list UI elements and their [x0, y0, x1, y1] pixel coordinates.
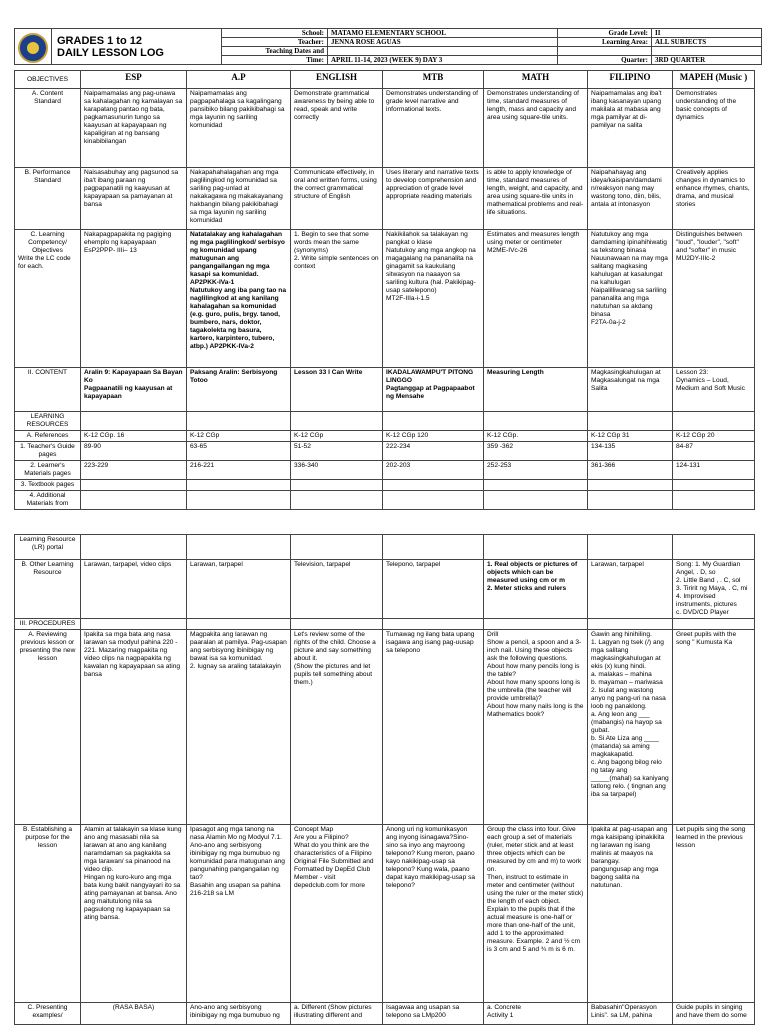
cell-filipino: Larawan, tarpapel	[588, 560, 673, 619]
cell-math: 252-253	[484, 461, 588, 480]
cell-math: 1. Real objects or pictures of objects which can be measured using cm or m 2. Meter sticks and rulers	[484, 560, 588, 619]
cell-mapeh-music	[673, 491, 755, 510]
cell-filipino: Naipahahayag ang ideya/kaisipan/damdami n/reaksyon nang may wastong tono, diin, bilis, antala at intonasyon	[588, 168, 673, 230]
row-label: B. Performance Standard	[15, 168, 81, 230]
row-label: 2. Learner's Materials pages	[15, 461, 81, 480]
subject-mapeh: MAPEH (Music )	[673, 71, 755, 89]
cell-mtb: Anong uri ng komunikasyon ang inyong isinagawa?Sino-sino sa inyo ang mayroong telepono? Kung meron, paano kayo nakikipag-usap sa telepono? Kung wala, paano dapat kayo makikipag-usap sa telepono?	[383, 825, 484, 1003]
cell-mtb: Isagawaa ang usapan sa telepono sa LMp200	[383, 1003, 484, 1025]
cell-math	[484, 491, 588, 510]
subject-math: MATH	[484, 71, 588, 89]
cell-math: is able to apply knowledge of time, standard measures of length, weight, and capacity, and area using square-tile units in mathematical problems and real-life situations.	[484, 168, 588, 230]
row-b-performance-standard	[15, 168, 755, 230]
cell-mtb	[383, 412, 484, 431]
cell-filipino: Babasahin"Operasyon Linis". sa LM, pahina	[588, 1003, 673, 1025]
row-label: B. Other Learning Resource	[15, 560, 81, 619]
cell-a-p: Ano-ano ang serbisyong ibinibigay ng mga bumubuo ng	[187, 1003, 291, 1025]
cell-filipino	[588, 535, 673, 560]
cell-esp	[81, 619, 187, 630]
row-4-additional-materials-from	[15, 491, 755, 510]
teacher-label: Teacher:	[222, 38, 328, 47]
row-1-teacher-s-guide-pages	[15, 442, 755, 461]
cell-english: 336-340	[291, 461, 383, 480]
header-table	[14, 28, 762, 65]
cell-mtb: K-12 CGp 120	[383, 431, 484, 442]
lesson-log-table-1	[14, 70, 755, 510]
cell-esp	[81, 412, 187, 431]
cell-mapeh-music: K-12 CGp 20	[673, 431, 755, 442]
row-learning-resource-lr-portal	[15, 535, 755, 560]
cell-mtb: Tumawag ng ilang bata upang isagawa ang isang pag-uusap sa telepono	[383, 630, 484, 825]
cell-mapeh-music	[673, 535, 755, 560]
row-label: C. Learning Competency/ Objectives Write the LC code for each.	[15, 230, 81, 368]
quarter-value: 3RD QUARTER	[652, 56, 762, 65]
cell-mapeh-music: Guide pupils in singing and have them do some	[673, 1003, 755, 1025]
cell-esp: K-12 CGp. 16	[81, 431, 187, 442]
lesson-log-table-2	[14, 534, 755, 1025]
cell-english	[291, 491, 383, 510]
row-label: A. References	[15, 431, 81, 442]
cell-mapeh-music: Let pupils sing the song learned in the previous lesson	[673, 825, 755, 1003]
row-iii-procedures	[15, 619, 755, 630]
cell-a-p: Larawan, tarpapel	[187, 560, 291, 619]
cell-mapeh-music: Creatively applies changes in dynamics to enhance rhymes, chants, drama, and musical stories	[673, 168, 755, 230]
row-label: A. Content Standard	[15, 89, 81, 168]
cell-mapeh-music: 124-131	[673, 461, 755, 480]
cell-mtb: 222-234	[383, 442, 484, 461]
row-ii-content	[15, 368, 755, 412]
cell-math: K-12 CGp.	[484, 431, 588, 442]
cell-mtb	[383, 619, 484, 630]
cell-english: Concept Map Are you a Filipino? What do you think are the characteristics of a Filipino Original File Submitted and Formatted by DepEd Club Member - visit depedclub.com for more	[291, 825, 383, 1003]
dates-value: APRIL 11-14, 2023 (WEEK 9) DAY 3	[328, 56, 558, 65]
cell-mapeh-music	[673, 619, 755, 630]
subject-esp: ESP	[81, 71, 187, 89]
cell-a-p: K-12 CGp	[187, 431, 291, 442]
dates-label-1: Teaching Dates and	[222, 47, 328, 56]
cell-esp: Aralin 9: Kapayapaan Sa Bayan Ko Pagpaanatili ng kaayusan at kapayapaan	[81, 368, 187, 412]
cell-math: Drill Show a pencil, a spoon and a 3-inch nail. Using these objects ask the following questions. About how many pencils long is the table? About how many spoons long is the umbrella (the teacher will provide umbrella)? About how many nails long is the Mathematics book?	[484, 630, 588, 825]
cell-mtb	[383, 480, 484, 491]
cell-english: K-12 CGp	[291, 431, 383, 442]
cell-mtb: 202-203	[383, 461, 484, 480]
cell-english	[291, 619, 383, 630]
cell-a-p	[187, 491, 291, 510]
cell-filipino: Ipakita at pag-usapan ang mga kaisipang ipinakikita ng larawan ng isang malinis at maayos na barangay. pangungusap ang mga bagong salita na natutunan.	[588, 825, 673, 1003]
row-learning-resources	[15, 412, 755, 431]
cell-a-p	[187, 535, 291, 560]
cell-math	[484, 619, 588, 630]
row-b-other-learning-resource	[15, 560, 755, 619]
cell-esp: Alamin at talakayin sa klase kung ano ang masasabi nila sa larawan at ano ang kanilang naramdaman sa pagkakita sa mga larawan/ sa pinanood na video clip. Hingan ng kuro-kuro ang mga bata kung bakit nangyayari ito sa ating pamayanan at bansa. Ano ang maitutulong nila sa pagsulong ng kapayapaan sa ating bansa.	[81, 825, 187, 1003]
grade-label: Grade Level:	[558, 29, 652, 38]
subject-mtb: MTB	[383, 71, 484, 89]
cell-mtb	[383, 535, 484, 560]
cell-mtb	[383, 491, 484, 510]
cell-filipino: Natutukoy ang mga damdaming ipinahihiwatig sa tekstong binasa Nauunawaan na may mga salitang magkasing kahulugan at kasalungat na kahulugan Naipalilliwanag sa sariling pananalita ang mga natutuhan sa akdang binasa F2TA-0a-j-2	[588, 230, 673, 368]
cell-math: Measuring Length	[484, 368, 588, 412]
row-a-reviewing-previous-lesson-or-presenting-the-new-lesson	[15, 630, 755, 825]
cell-a-p: 63-65	[187, 442, 291, 461]
cell-math: Demonstrates understanding of time, standard measures of length, mass and capacity and area using square-tile units.	[484, 89, 588, 168]
cell-filipino	[588, 480, 673, 491]
cell-esp: Ipakita sa mga bata ang nasa larawan sa modyul pahina 220 - 221. Mazaring magpakita ng video clips na nagpapakita ng kawalan ng kapayapaan sa ating bansa	[81, 630, 187, 825]
cell-filipino	[588, 412, 673, 431]
deped-seal-logo	[15, 29, 52, 65]
cell-english: Let's review some of the rights of the child. Choose a picture and say something about it. (Show the pictures and let pupils tell something about them.)	[291, 630, 383, 825]
cell-math: Estimates and measures length using meter or centimeter M2ME-IVc-26	[484, 230, 588, 368]
row-c-learning-competency-objectives	[15, 230, 755, 368]
cell-a-p	[187, 619, 291, 630]
row-label: III. PROCEDURES	[15, 619, 81, 630]
row-label: B. Establishing a purpose for the lesson	[15, 825, 81, 1003]
school-label: School:	[222, 29, 328, 38]
cell-english: Demonstrate grammatical awareness by being able to read, speak and write correctly	[291, 89, 383, 168]
cell-math: a. Concrete Activity 1	[484, 1003, 588, 1025]
quarter-label: Quarter:	[558, 56, 652, 65]
cell-a-p: 216-221	[187, 461, 291, 480]
cell-mtb: Telepono, tarpapel	[383, 560, 484, 619]
dates-label-2: Time:	[222, 56, 328, 65]
row-label: A. Reviewing previous lesson or presenting the new lesson	[15, 630, 81, 825]
cell-a-p: Nakapahahalagahan ang mga paglilingkod ng komunidad sa sariling pag-unlad at nakakagawa ng makakayanang hakbangin bilang pakikibahagi sa mga layunin ng sariling komunidad	[187, 168, 291, 230]
row-label: C. Presenting examples/	[15, 1003, 81, 1025]
cell-mtb: Uses literary and narrative texts to develop comprehension and appreciation of grade level appropriate reading materials	[383, 168, 484, 230]
cell-esp: 223-229	[81, 461, 187, 480]
cell-filipino: Naipamamalas ang iba't ibang kasanayan upang makilala at mabasa ang mga pamilyar at di-pamilyar na salita	[588, 89, 673, 168]
cell-filipino: Magkasingkahulugan at Magkasalungat na mga Salita	[588, 368, 673, 412]
row-label: 3. Textbook pages	[15, 480, 81, 491]
grade-value: II	[652, 29, 762, 38]
row-3-textbook-pages	[15, 480, 755, 491]
seal-icon	[18, 33, 48, 63]
cell-mtb: IKADALAWAMPU'T PITONG LINGGO Pagtanggap at Pagpapaabot ng Mensahe	[383, 368, 484, 412]
cell-mapeh-music: Song: 1. My Guardian Angel, . D, so 2. Little Band , . C, sol 3. Tiririt ng Maya, . C, mi 4. Improvised instruments, pictures c. DVD/CD Player	[673, 560, 755, 619]
cell-english: Lesson 33 I Can Write	[291, 368, 383, 412]
cell-esp: Naipamamalas ang pag-unawa sa kahalagahan ng kamalayan sa karapatang pantao ng bata, pagkamasunurin tungo sa kaayusan at kapayapaan ng kapaligiran at ng bansang kinabibilangan	[81, 89, 187, 168]
cell-a-p: Paksang Aralin: Serbisyong Totoo	[187, 368, 291, 412]
objectives-header: OBJECTIVES	[15, 71, 81, 89]
cell-esp: Naisasabuhay ang pagsunod sa iba't ibang paraan ng pagpapanatili ng kaayusan at kapayapaan sa pamayanan at bansa	[81, 168, 187, 230]
cell-a-p	[187, 480, 291, 491]
cell-english	[291, 480, 383, 491]
cell-a-p: Natatalakay ang kahalagahan ng mga paglilingkod/ serbisyo ng komunidad upang matugunan ang pangangailangan ng mga kasapi sa komunidad. AP2PKK-IVa-1 Natutukoy ang iba pang tao na naglilingkod at ang kanilang kahalagahan sa komunidad (e.g. guro, pulis, brgy. tanod, bumbero, nars, doktor, tagakolekta ng basura, kartero, karpintero, tubero, atbp.) AP2PKK-IVa-2	[187, 230, 291, 368]
cell-english	[291, 535, 383, 560]
cell-esp	[81, 480, 187, 491]
cell-esp: (RASA BASA)	[81, 1003, 187, 1025]
area-value: ALL SUBJECTS	[652, 38, 762, 47]
cell-english: Communicate effectively, in oral and written forms, using the correct grammatical structure of English	[291, 168, 383, 230]
cell-filipino: Gawin ang hinihiling. 1. Lagyan ng tsek (/) ang mga salitang magkasingkahulugan at ekis (x) kung hindi. a. malakas – mahina b. mayaman – mariwasa 2. Isulat ang wastong anyo ng pang-uri na nasa loob ng panaklong. a. Ang leon ang ___ (mabangis) na hayop sa gubat. b. Si Ate Liza ang ____ (matanda) sa aming magkakapatid. c. Ang bagong bilog relo ng tatay ang _____(mahal) sa kaniyang tatlong relo. ( tingnan ang iba sa tarpapel)	[588, 630, 673, 825]
cell-math	[484, 412, 588, 431]
row-b-establishing-a-purpose-for-the-lesson	[15, 825, 755, 1003]
cell-filipino: 134-135	[588, 442, 673, 461]
cell-filipino	[588, 491, 673, 510]
subject-filipino: FILIPINO	[588, 71, 673, 89]
cell-mtb: Nakikilahok sa talakayan ng pangkat o klase Natutukoy ang mga angkop na magagalang na pananalita na ginagamit sa kaukulang sitwasyon na naaayon sa sariling kultura (hal. Pakikipag-usap satelepono) MT2F-IIIa-i-1.5	[383, 230, 484, 368]
cell-english: 1. Begin to see that some words mean the same (synonyms) 2. Write simple sentences on context	[291, 230, 383, 368]
subject-ap: A.P	[187, 71, 291, 89]
cell-esp	[81, 535, 187, 560]
cell-esp: Nakapagpapakita ng pagiging ehemplo ng kapayapaan EsP2PPP- IIIi– 13	[81, 230, 187, 368]
cell-esp: 89-90	[81, 442, 187, 461]
row-a-references	[15, 431, 755, 442]
cell-mapeh-music	[673, 480, 755, 491]
cell-filipino: K-12 CGp 31	[588, 431, 673, 442]
row-label: II. CONTENT	[15, 368, 81, 412]
cell-math: 359 -362	[484, 442, 588, 461]
cell-mtb: Demonstrates understanding of grade level narrative and informational texts.	[383, 89, 484, 168]
row-label: LEARNING RESOURCES	[15, 412, 81, 431]
cell-esp	[81, 491, 187, 510]
cell-english: a. Different (Show pictures illustrating different and	[291, 1003, 383, 1025]
cell-a-p: Ipasagot ang mga tanong na nasa Alamin Mo ng Modyul 7.1. Ano-ano ang serbisyong ibinibigay ng mga bumubuo ng komunidad para matugunan ang pangunahing pangangailan ng tao? Basahin ang usapan sa pahina 216-218 sa LM	[187, 825, 291, 1003]
title-line2: DAILY LESSON LOG	[57, 46, 164, 59]
row-a-content-standard	[15, 89, 755, 168]
title-line1: GRADES 1 to 12	[57, 34, 142, 47]
cell-mapeh-music: Lesson 23: Dynamics – Loud, Medium and Soft Music	[673, 368, 755, 412]
cell-mapeh-music: Demonstrates understanding of the basic concepts of dynamics	[673, 89, 755, 168]
cell-english: Television, tarpapel	[291, 560, 383, 619]
cell-esp: Larawan, tarpapel, video clips	[81, 560, 187, 619]
cell-mapeh-music: Distinguishes between "loud", "louder", "soft" and "softer" in music MU2DY-IIIc-2	[673, 230, 755, 368]
header-title-cell	[52, 29, 222, 65]
cell-math	[484, 535, 588, 560]
cell-english: 51-52	[291, 442, 383, 461]
cell-a-p	[187, 412, 291, 431]
area-label: Learning Area:	[558, 38, 652, 47]
cell-english	[291, 412, 383, 431]
school-value: MATAMO ELEMENTARY SCHOOL	[328, 29, 558, 38]
cell-math: Group the class into four. Give each group a set of materials (ruler, meter stick and at least three objects which can be measured by cm and m) to work on. Then, instruct to estimate in meter and centimeter (without using the ruler or the meter stick) the length of each object. Explain to the pupils that if the actual measure is one-half or more than one-half of the unit, add 1 to the approximated measure. Example. 2 and ½ cm is 3 cm and 5 and ¾ m is 6 m.	[484, 825, 588, 1003]
row-label: Learning Resource (LR) portal	[15, 535, 81, 560]
cell-math	[484, 480, 588, 491]
cell-mapeh-music: 84-87	[673, 442, 755, 461]
row-label: 4. Additional Materials from	[15, 491, 81, 510]
row-c-presenting-examples	[15, 1003, 755, 1025]
cell-filipino: 361-366	[588, 461, 673, 480]
cell-a-p: Magpakita ang larawan ng paaralan at pamilya. Pag-usapan ang serbisyong ibinibigay ng bawat isa sa komunidad. 2. Iugnay sa araling tatalakayin	[187, 630, 291, 825]
teacher-value: JENNA ROSE AGUAS	[328, 38, 558, 47]
row-2-learner-s-materials-pages	[15, 461, 755, 480]
row-label: 1. Teacher's Guide pages	[15, 442, 81, 461]
cell-filipino	[588, 619, 673, 630]
cell-mapeh-music: Greet pupils with the song " Kumusta Ka	[673, 630, 755, 825]
subject-english: ENGLISH	[291, 71, 383, 89]
cell-a-p: Naipamamalas ang pagpapahalaga sa kagalingang pansibiko bilang pakikibahagi sa mga layunin ng sariling komunidad	[187, 89, 291, 168]
cell-mapeh-music	[673, 412, 755, 431]
